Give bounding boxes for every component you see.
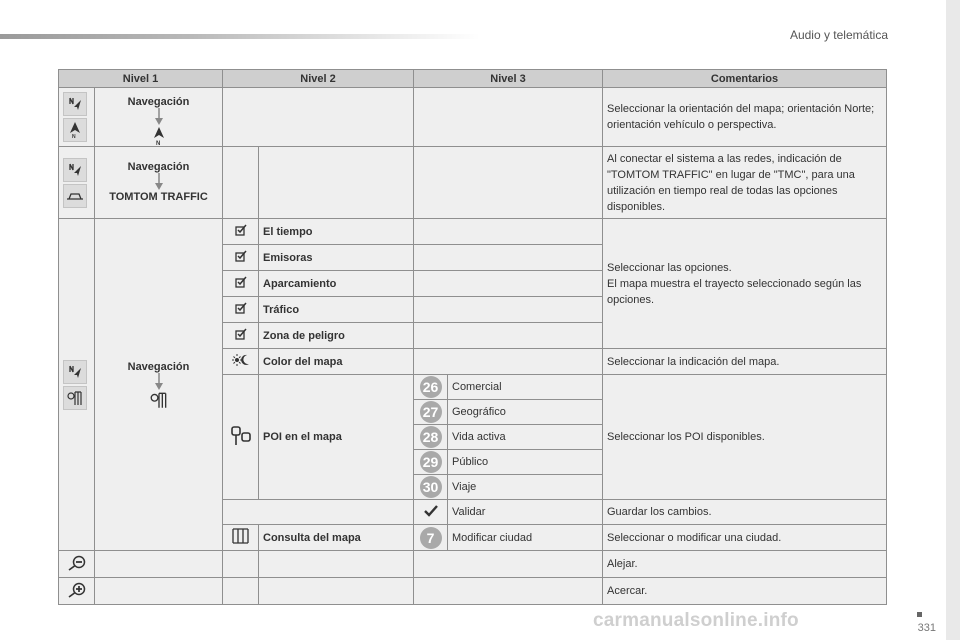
- checkmark-icon[interactable]: [424, 505, 438, 517]
- consulta-number-badge: 7: [420, 527, 442, 549]
- side-tab: [946, 0, 960, 640]
- poi-number-badge: 26: [420, 376, 442, 398]
- zoom-out-icon[interactable]: [67, 555, 87, 571]
- nav-label: Navegación: [127, 96, 190, 108]
- comment-cell: Al conectar el sistema a las redes, indicación de "TOMTOM TRAFFIC" en lugar de "TMC", para una utilización en tiempo real de todas las opciones disponibles.: [603, 147, 887, 219]
- header-comentarios: Comentarios: [603, 70, 887, 88]
- empty-cell: [259, 551, 414, 578]
- empty-cell: [414, 578, 603, 605]
- poi-number-cell: [414, 450, 448, 475]
- comment-cell: Acercar.: [603, 578, 887, 605]
- icon-cell: [223, 349, 259, 375]
- color-del-mapa: Color del mapa: [259, 349, 414, 375]
- poi-item-geografico: Geográfico: [448, 400, 603, 425]
- empty-cell: [414, 349, 603, 375]
- icon-cell: [59, 147, 95, 219]
- checkbox-icon[interactable]: [235, 276, 247, 288]
- modificar-ciudad: Modificar ciudad: [448, 525, 603, 551]
- poi-number-cell: [414, 425, 448, 450]
- empty-cell: [414, 271, 603, 297]
- map-consult-icon[interactable]: [231, 527, 251, 545]
- empty-cell: [259, 578, 414, 605]
- tomtom-traffic-label: TOMTOM TRAFFIC: [109, 191, 208, 203]
- poi-number-badge: 27: [420, 401, 442, 423]
- nav-label: Navegación: [127, 161, 190, 173]
- menu-table: [58, 69, 887, 605]
- poi-en-el-mapa: POI en el mapa: [259, 375, 414, 500]
- comment-cell: Seleccionar o modificar una ciudad.: [603, 525, 887, 551]
- watermark: carmanualsonline.info: [593, 610, 799, 631]
- page-number: 331: [917, 622, 936, 634]
- poi-number-cell: [414, 400, 448, 425]
- validar-label: Validar: [448, 500, 603, 525]
- checkbox-cell: [223, 271, 259, 297]
- option-zona-de-peligro: Zona de peligro: [259, 323, 414, 349]
- poi-icon[interactable]: [230, 425, 252, 447]
- empty-cell: [95, 578, 223, 605]
- icon-cell: [223, 525, 259, 551]
- poi-number-badge: 29: [420, 451, 442, 473]
- poi-number-badge: 28: [420, 426, 442, 448]
- svg-text:N: N: [155, 141, 160, 146]
- poi-number-cell: [414, 475, 448, 500]
- empty-cell: [414, 323, 603, 349]
- checkbox-icon[interactable]: [235, 328, 247, 340]
- empty-cell: [223, 578, 259, 605]
- empty-cell: [414, 147, 603, 219]
- navigation-icon: [63, 158, 87, 182]
- nav-label: Navegación: [127, 360, 190, 373]
- empty-cell: [223, 147, 259, 219]
- icon-cell: [223, 375, 259, 500]
- north-arrow-icon: [63, 118, 87, 142]
- checkbox-cell: [223, 245, 259, 271]
- page-marker: [917, 612, 922, 617]
- poi-item-publico: Público: [448, 450, 603, 475]
- poi-number-cell: [414, 375, 448, 400]
- svg-text:N: N: [72, 134, 76, 139]
- table-row: [59, 578, 887, 605]
- checkbox-cell: [223, 219, 259, 245]
- section-title: Audio y telemática: [789, 28, 888, 42]
- icon-cell: [59, 551, 95, 578]
- table-row: [59, 551, 887, 578]
- navigation-icon: [63, 360, 87, 384]
- consulta-del-mapa: Consulta del mapa: [259, 525, 414, 551]
- header-nivel-2: Nivel 2: [223, 70, 414, 88]
- poi-item-vida-activa: Vida activa: [448, 425, 603, 450]
- down-arrow-icon: [154, 108, 164, 126]
- option-trafico: Tráfico: [259, 297, 414, 323]
- empty-cell: [95, 551, 223, 578]
- comment-cell: Seleccionar los POI disponibles.: [603, 375, 887, 500]
- icon-cell: [59, 219, 95, 551]
- traffic-icon: [63, 184, 87, 208]
- header-nivel-3: Nivel 3: [414, 70, 603, 88]
- nav-cell: [95, 147, 223, 219]
- nav-cell: [95, 88, 223, 147]
- empty-cell: [223, 551, 259, 578]
- zoom-in-icon[interactable]: [67, 582, 87, 598]
- checkbox-icon[interactable]: [235, 250, 247, 262]
- comment-cell: Alejar.: [603, 551, 887, 578]
- comment-cell: Seleccionar la orientación del mapa; orientación Norte; orientación vehículo o perspectiva.: [603, 88, 887, 147]
- north-arrow-icon: [151, 126, 167, 146]
- icon-cell: [59, 88, 95, 147]
- comment-cell: Seleccionar las opciones. El mapa muestra el trayecto seleccionado según las opciones.: [603, 219, 887, 349]
- table-row: [59, 219, 887, 245]
- option-emisoras: Emisoras: [259, 245, 414, 271]
- checkbox-cell: [223, 297, 259, 323]
- empty-cell: [414, 219, 603, 245]
- option-el-tiempo: El tiempo: [259, 219, 414, 245]
- empty-cell: [414, 297, 603, 323]
- checkbox-cell: [223, 323, 259, 349]
- comment-cell: Seleccionar la indicación del mapa.: [603, 349, 887, 375]
- table-row: [59, 147, 887, 219]
- empty-cell: [414, 551, 603, 578]
- empty-cell: [414, 245, 603, 271]
- poi-number-badge: 30: [420, 476, 442, 498]
- option-aparcamiento: Aparcamiento: [259, 271, 414, 297]
- empty-cell: [259, 147, 414, 219]
- map-settings-icon: [149, 391, 169, 409]
- poi-item-comercial: Comercial: [448, 375, 603, 400]
- empty-cell: [414, 88, 603, 147]
- table-row: [59, 88, 887, 147]
- validar-icon-cell: [414, 500, 448, 525]
- nav-cell: [95, 219, 223, 551]
- table-header-row: [59, 70, 887, 88]
- empty-cell: [223, 500, 414, 525]
- checkbox-icon[interactable]: [235, 302, 247, 314]
- consulta-number-cell: [414, 525, 448, 551]
- header-nivel-1: Nivel 1: [59, 70, 223, 88]
- empty-cell: [223, 88, 414, 147]
- header-decoration-bar: [0, 34, 480, 39]
- checkbox-icon[interactable]: [235, 224, 247, 236]
- map-settings-icon: [63, 386, 87, 410]
- navigation-icon: [63, 92, 87, 116]
- icon-cell: [59, 578, 95, 605]
- day-night-icon[interactable]: [232, 353, 250, 367]
- down-arrow-icon: [154, 373, 164, 391]
- poi-item-viaje: Viaje: [448, 475, 603, 500]
- comment-cell: Guardar los cambios.: [603, 500, 887, 525]
- down-arrow-icon: [154, 173, 164, 191]
